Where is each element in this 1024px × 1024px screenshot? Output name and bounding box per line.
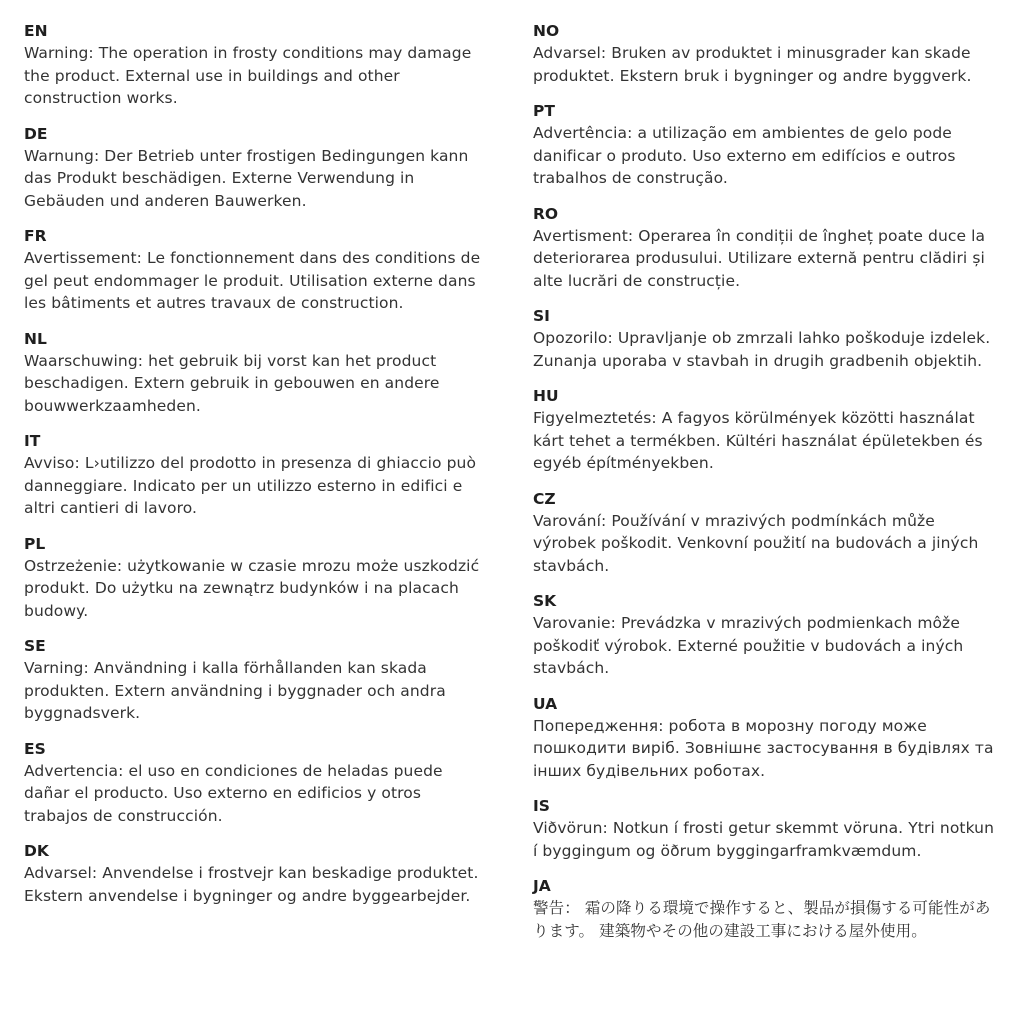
language-code-hu: HU <box>533 387 559 405</box>
section-de <box>24 123 489 213</box>
section-en <box>24 20 489 110</box>
section-hu <box>533 385 998 475</box>
section-si <box>533 305 998 372</box>
warning-text-ja: 警告： 霜の降りる環境で操作すると、製品が損傷する可能性があります。 建築物やその他の建設工事における屋外使用。 <box>533 899 991 940</box>
section-pl <box>24 533 489 623</box>
section-is <box>533 795 998 862</box>
language-code-no: NO <box>533 22 560 40</box>
language-code-ja: JA <box>533 877 551 895</box>
section-nl <box>24 328 489 418</box>
language-code-ro: RO <box>533 204 559 223</box>
warning-text-ua: Попередження: робота в морозну погоду може пошкодити виріб. Зовнішнє застосування в будівлях та інших будівельних роботах. <box>533 716 994 780</box>
section-it <box>24 430 489 520</box>
right-column <box>533 20 998 955</box>
language-code-es: ES <box>24 739 46 758</box>
warning-text-si: Opozorilo: Upravljanje ob zmrzali lahko poškoduje izdelek. Zunanja uporaba v stavbah in drugih gradbenih objektih. <box>533 329 991 370</box>
section-ua <box>533 693 998 783</box>
section-no <box>533 20 998 87</box>
language-code-sk: SK <box>533 592 557 610</box>
warning-text-pl: Ostrzeżenie: użytkowanie w czasie mrozu może uszkodzić produkt. Do użytku na zewnątrz budynków i na placach budowy. <box>24 556 480 620</box>
language-code-en: EN <box>24 22 48 40</box>
warning-text-pt: Advertência: a utilização em ambientes de gelo pode danificar o produto. Uso externo em edifícios e outros trabalhos de construção. <box>533 124 956 187</box>
language-code-dk: DK <box>24 842 49 860</box>
language-code-si: SI <box>533 307 550 325</box>
section-ro <box>533 203 998 293</box>
language-code-pt: PT <box>533 102 555 120</box>
section-es <box>24 738 489 828</box>
language-code-se: SE <box>24 637 46 655</box>
section-ja <box>533 875 998 942</box>
section-fr <box>24 225 489 315</box>
language-code-is: IS <box>533 797 550 815</box>
section-pt <box>533 100 998 190</box>
warning-text-is: Viðvörun: Notkun í frosti getur skemmt vöruna. Ytri notkun í byggingum og öðrum byggingarframkvæmdum. <box>533 819 995 860</box>
language-code-pl: PL <box>24 534 46 553</box>
warning-text-hu: Figyelmeztetés: A fagyos körülmények közötti használat kárt tehet a termékben. Kültéri használat épületekben és egyéb építményekben. <box>533 409 983 472</box>
warning-text-it: Avviso: L›utilizzo del prodotto in presenza di ghiaccio può danneggiare. Indicato per un utilizzo esterno in edifici e altri cantieri di lavoro. <box>24 454 477 517</box>
warning-text-es: Advertencia: el uso en condiciones de heladas puede dañar el producto. Uso externo en edificios y otros trabajos de construcción. <box>24 761 443 825</box>
section-cz <box>533 488 998 578</box>
language-code-cz: CZ <box>533 489 556 508</box>
language-code-ua: UA <box>533 694 558 713</box>
warning-text-en: Warning: The operation in frosty conditions may damage the product. External use in buildings and other construction works. <box>24 44 472 107</box>
warning-text-se: Varning: Användning i kalla förhållanden kan skada produkten. Extern användning i byggnader och andra byggnadsverk. <box>24 659 446 722</box>
language-code-de: DE <box>24 124 48 143</box>
language-code-nl: NL <box>24 329 47 348</box>
warning-text-cz: Varování: Používání v mrazivých podmínkách může výrobek poškodit. Venkovní použití na budovách a jiných stavbách. <box>533 511 979 575</box>
section-se <box>24 635 489 725</box>
section-dk <box>24 840 489 907</box>
warning-text-nl: Waarschuwing: het gebruik bij vorst kan het product beschadigen. Extern gebruik in gebouwen en andere bouwwerkzaamheden. <box>24 351 440 415</box>
warning-text-sk: Varovanie: Prevádzka v mrazivých podmienkach môže poškodiť výrobok. Externé použitie v budovách a iných stavbách. <box>533 614 964 677</box>
warning-text-de: Warnung: Der Betrieb unter frostigen Bedingungen kann das Produkt beschädigen. Externe Verwendung in Gebäuden und anderen Bauwerken. <box>24 146 469 210</box>
language-code-fr: FR <box>24 227 47 245</box>
section-sk <box>533 590 998 680</box>
warning-text-no: Advarsel: Bruken av produktet i minusgrader kan skade produktet. Ekstern bruk i bygninger og andre byggverk. <box>533 44 972 85</box>
warning-text-fr: Avertissement: Le fonctionnement dans des conditions de gel peut endommager le produit. Utilisation externe dans les bâtiments et autres travaux de construction. <box>24 249 481 312</box>
warning-text-dk: Advarsel: Anvendelse i frostvejr kan beskadige produktet. Ekstern anvendelse i bygninger og andre byggearbejder. <box>24 864 479 905</box>
language-code-it: IT <box>24 432 41 450</box>
left-column <box>24 20 489 955</box>
warning-text-ro: Avertisment: Operarea în condiții de îngheț poate duce la deteriorarea produsului. Utilizare externă pentru clădiri și alte lucrări de construcție. <box>533 226 986 290</box>
